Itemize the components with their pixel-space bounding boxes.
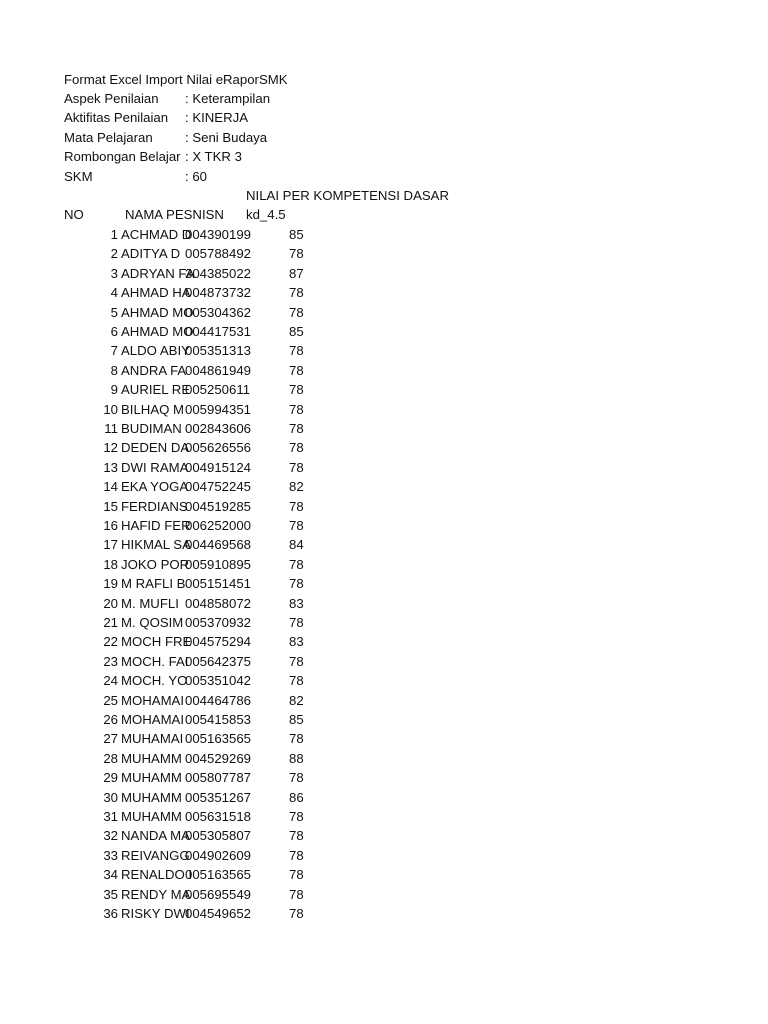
student-name: ACHMAD D <box>121 227 192 242</box>
row-number: 16 <box>103 518 118 533</box>
kd-score: 78 <box>289 440 304 455</box>
student-name: AURIEL RE <box>121 382 191 397</box>
group-header: NILAI PER KOMPETENSI DASAR <box>246 188 449 203</box>
kd-score: 78 <box>289 518 304 533</box>
row-number: 34 <box>103 867 118 882</box>
student-nisn: 005305807 <box>185 828 252 843</box>
kd-score: 78 <box>289 382 304 397</box>
student-name: EKA YOGA <box>121 479 189 494</box>
student-name: BILHAQ M <box>121 402 185 417</box>
row-number: 30 <box>103 790 118 805</box>
student-nisn: 004469568 <box>185 537 252 552</box>
row-number: 24 <box>103 673 118 688</box>
student-nisn: 005351267 <box>185 790 252 805</box>
student-nisn: 004390199 <box>185 227 252 242</box>
student-nisn: 005626556 <box>185 440 252 455</box>
row-number: 4 <box>110 285 118 300</box>
student-nisn: 002843606 <box>185 421 252 436</box>
row-number: 21 <box>103 615 118 630</box>
student-name: RENALDO I <box>121 867 193 882</box>
kd-score: 84 <box>289 537 304 552</box>
row-number: 2 <box>110 246 118 261</box>
student-nisn: 004861949 <box>185 363 252 378</box>
meta-value: : Seni Budaya <box>185 130 268 145</box>
student-name: FERDIANS <box>121 499 188 514</box>
student-nisn: 004417531 <box>185 324 252 339</box>
student-nisn: 004915124 <box>185 460 252 475</box>
meta-label: SKM <box>64 169 93 184</box>
row-number: 25 <box>103 693 118 708</box>
kd-score: 78 <box>289 421 304 436</box>
meta-value: : X TKR 3 <box>185 149 242 164</box>
student-name: MOCH. YO <box>121 673 188 688</box>
row-number: 35 <box>103 887 118 902</box>
kd-score: 78 <box>289 828 304 843</box>
kd-score: 85 <box>289 712 304 727</box>
kd-score: 78 <box>289 654 304 669</box>
row-number: 9 <box>110 382 118 397</box>
kd-score: 78 <box>289 887 304 902</box>
student-nisn: 005163565 <box>185 867 252 882</box>
kd-score: 85 <box>289 324 304 339</box>
kd-score: 87 <box>289 266 304 281</box>
kd-score: 78 <box>289 867 304 882</box>
student-name: M. MUFLI <box>121 596 179 611</box>
row-number: 36 <box>103 906 118 921</box>
student-nisn: 005994351 <box>185 402 252 417</box>
kd-score: 83 <box>289 634 304 649</box>
row-number: 23 <box>103 654 118 669</box>
row-number: 3 <box>110 266 118 281</box>
student-name: HAFID FER <box>121 518 191 533</box>
student-name: M. QOSIM <box>121 615 184 630</box>
kd-score: 78 <box>289 848 304 863</box>
student-name: MOCH FRE <box>121 634 192 649</box>
student-name: NANDA MA <box>121 828 190 843</box>
student-name: AHMAD MO <box>121 305 194 320</box>
student-nisn: 005351313 <box>185 343 252 358</box>
kd-score: 78 <box>289 402 304 417</box>
student-name: MOHAMAI <box>121 693 185 708</box>
row-number: 11 <box>104 421 118 436</box>
student-name: HIKMAL SA <box>121 537 191 552</box>
student-nisn: 004575294 <box>185 634 252 649</box>
student-nisn: 004858072 <box>185 596 252 611</box>
kd-score: 78 <box>289 809 304 824</box>
kd-score: 78 <box>289 363 304 378</box>
student-nisn: 005631518 <box>185 809 252 824</box>
kd-score: 85 <box>289 227 304 242</box>
row-number: 29 <box>103 770 118 785</box>
row-number: 27 <box>103 731 118 746</box>
kd-score: 78 <box>289 285 304 300</box>
student-name: MUHAMM <box>121 790 182 805</box>
row-number: 1 <box>110 227 118 242</box>
student-nisn: 005250611 <box>185 382 251 397</box>
kd-score: 78 <box>289 343 304 358</box>
kd-score: 78 <box>289 460 304 475</box>
student-name: ADRYAN FA <box>121 266 195 281</box>
row-number: 7 <box>110 343 118 358</box>
student-nisn: 005151451 <box>185 576 252 591</box>
kd-score: 78 <box>289 770 304 785</box>
column-header-no: NO <box>64 207 84 222</box>
row-number: 12 <box>103 440 118 455</box>
student-nisn: 005163565 <box>185 731 252 746</box>
row-number: 10 <box>103 402 118 417</box>
student-nisn: 004549652 <box>185 906 252 921</box>
kd-score: 88 <box>289 751 304 766</box>
row-number: 15 <box>103 499 118 514</box>
student-name: MOHAMAI <box>121 712 185 727</box>
student-name: MUHAMM <box>121 809 182 824</box>
row-number: 31 <box>103 809 118 824</box>
kd-score: 78 <box>289 305 304 320</box>
kd-score: 78 <box>289 246 304 261</box>
student-nisn: 005695549 <box>185 887 252 902</box>
student-name: ALDO ABIY <box>121 343 190 358</box>
student-name: RISKY DWI <box>121 906 190 921</box>
student-nisn: 004873732 <box>185 285 252 300</box>
student-nisn: 005415853 <box>185 712 252 727</box>
student-nisn: 005642375 <box>185 654 252 669</box>
kd-score: 78 <box>289 615 304 630</box>
row-number: 8 <box>110 363 118 378</box>
row-number: 32 <box>103 828 118 843</box>
student-name: MOCH. FAI <box>121 654 189 669</box>
student-nisn: 004752245 <box>185 479 252 494</box>
kd-score: 78 <box>289 731 304 746</box>
meta-label: Rombongan Belajar <box>64 149 181 164</box>
kd-score: 83 <box>289 596 304 611</box>
student-name: MUHAMM <box>121 751 182 766</box>
row-number: 26 <box>103 712 118 727</box>
student-name: DWI RAMA <box>121 460 189 475</box>
student-name: RENDY MA <box>121 887 191 902</box>
column-header-kd: kd_4.5 <box>246 207 286 222</box>
row-number: 28 <box>103 751 118 766</box>
row-number: 17 <box>103 537 118 552</box>
row-number: 22 <box>103 634 118 649</box>
column-header-name: NAMA PESNISN <box>125 207 224 222</box>
student-nisn: 005351042 <box>185 673 252 688</box>
row-number: 13 <box>103 460 118 475</box>
meta-label: Mata Pelajaran <box>64 130 153 145</box>
kd-score: 78 <box>289 673 304 688</box>
meta-label: Aspek Penilaian <box>64 91 159 106</box>
student-name: ADITYA D <box>121 246 181 261</box>
student-name: BUDIMAN <box>121 421 182 436</box>
meta-value: : 60 <box>185 169 207 184</box>
student-name: AHMAD MO <box>121 324 194 339</box>
student-nisn: 006252000 <box>185 518 252 533</box>
student-name: JOKO POR <box>121 557 190 572</box>
student-nisn: 005370932 <box>185 615 252 630</box>
student-nisn: 004529269 <box>185 751 252 766</box>
kd-score: 82 <box>289 479 304 494</box>
student-name: MUHAMM <box>121 770 182 785</box>
student-name: MUHAMAI <box>121 731 184 746</box>
kd-score: 78 <box>289 499 304 514</box>
student-name: DEDEN DA <box>121 440 190 455</box>
student-nisn: 004519285 <box>185 499 252 514</box>
kd-score: 78 <box>289 576 304 591</box>
document-title: Format Excel Import Nilai eRaporSMK <box>64 72 288 87</box>
student-nisn: 005910895 <box>185 557 252 572</box>
row-number: 18 <box>103 557 118 572</box>
kd-score: 86 <box>289 790 304 805</box>
kd-score: 78 <box>289 906 304 921</box>
student-nisn: 005788492 <box>185 246 252 261</box>
row-number: 20 <box>103 596 118 611</box>
student-name: M RAFLI B <box>121 576 186 591</box>
student-nisn: 005807787 <box>185 770 252 785</box>
student-nisn: 304385022 <box>185 266 252 281</box>
kd-score: 78 <box>289 557 304 572</box>
student-name: AHMAD HA <box>121 285 191 300</box>
meta-value: : KINERJA <box>185 110 249 125</box>
student-nisn: 005304362 <box>185 305 252 320</box>
meta-label: Aktifitas Penilaian <box>64 110 169 125</box>
row-number: 5 <box>110 305 118 320</box>
student-nisn: 004902609 <box>185 848 252 863</box>
row-number: 19 <box>103 576 118 591</box>
row-number: 6 <box>110 324 118 339</box>
row-number: 14 <box>103 479 118 494</box>
kd-score: 82 <box>289 693 304 708</box>
student-name: REIVANGG <box>121 848 190 863</box>
meta-value: : Keterampilan <box>185 91 271 106</box>
student-nisn: 004464786 <box>185 693 252 708</box>
row-number: 33 <box>103 848 118 863</box>
student-name: ANDRA FA <box>121 363 187 378</box>
